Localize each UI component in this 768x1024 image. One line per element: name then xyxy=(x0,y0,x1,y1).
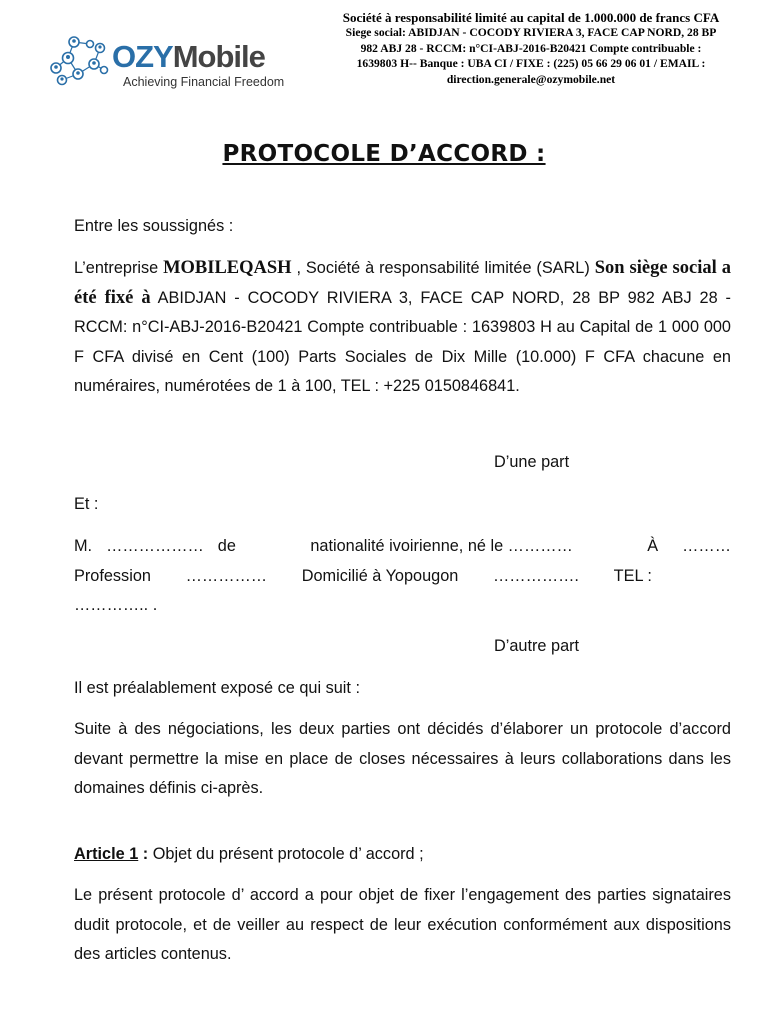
tel-blank: ………….. . xyxy=(74,596,158,614)
company-logo xyxy=(48,30,308,94)
article-1-title: Objet du présent protocole d’ accord ; xyxy=(148,845,424,863)
et-label: Et : xyxy=(74,495,99,513)
party-two-block xyxy=(74,532,731,621)
une-part-label: D’une part xyxy=(494,453,570,471)
article-1-colon: : xyxy=(138,845,149,863)
p1-details: ABIDJAN - COCODY RIVIERA 3, FACE CAP NORD, 28 BP 982 ABJ 28 - RCCM: n°CI-ABJ-2016-B20421 Compte contribuable : 1639803 H au Capital de 1 000 000 F CFA divisé en Cent (100) Parts Sociales de Dix Mille (10.000) F CFA chacune en numéraires, numérotées de 1 à 100, TEL : +225 0150846841. xyxy=(74,288,731,396)
header-line-1: Société à responsabilité limité au capital de 1.000.000 de francs CFA xyxy=(342,10,720,25)
logo-brand-mobile: Mobile xyxy=(172,39,265,74)
autre-part-label: D’autre part xyxy=(494,637,580,655)
header-line-5: direction.generale@ozymobile.net xyxy=(446,72,616,86)
header-line-4: 1639803 H-- Banque : UBA CI / FIXE : (225) 05 66 29 06 01 / EMAIL : xyxy=(356,57,706,70)
p1-prefix: L’entreprise xyxy=(74,259,164,277)
company-name: MOBILEQASH xyxy=(163,258,292,278)
domicile-label: Domicilié à Yopougon xyxy=(301,566,459,585)
domicile-blank: ……………. xyxy=(493,566,579,585)
company-header-info xyxy=(318,10,744,87)
party-two-name-blank: ……………… xyxy=(106,537,204,555)
article-1-label: Article 1 xyxy=(74,845,139,863)
party-two-civility: M. xyxy=(74,537,93,555)
logo-brand xyxy=(112,40,265,74)
header-line-3: 982 ABJ 28 - RCCM: n°CI-ABJ-2016-B20421 Compte contribuable : xyxy=(360,41,702,55)
profession-blank: …………… xyxy=(185,566,268,585)
intro-paragraph: Entre les soussignés : xyxy=(74,217,234,235)
header-line-2: Siege social: ABIDJAN - COCODY RIVIERA 3, FACE CAP NORD, 28 BP xyxy=(345,26,717,39)
network-people-icon xyxy=(48,30,112,90)
article-1-body: Le présent protocole d’ accord a pour objet de fixer l’engagement des parties signataires dudit protocole, et de veiller au respect de leur exécution conformément aux dispositions des articles contenus. xyxy=(74,886,731,963)
document-title: PROTOCOLE D’ACCORD : xyxy=(222,141,546,167)
party-two-de: de xyxy=(217,537,236,555)
party-two-place-blank: ……… xyxy=(682,537,731,555)
party-two-a: À xyxy=(647,537,659,555)
suite-paragraph: Suite à des négociations, les deux parties ont décidés d’élaborer un protocole d’accord devant permettre la mise en place de closes nécessaires à leurs collaborations dans les domaines définis ci-après. xyxy=(74,720,731,797)
company-paragraph xyxy=(74,254,731,402)
tel-label: TEL : xyxy=(613,566,652,585)
party-two-line-2 xyxy=(74,562,652,592)
logo-tagline: Achieving Financial Freedom xyxy=(123,75,285,89)
p1-seat-label: Son siège social a été fixé à xyxy=(74,258,731,308)
party-two-nationality: nationalité ivoirienne, né le ………… xyxy=(310,537,573,555)
profession-label: Profession xyxy=(74,566,151,585)
expose-paragraph: Il est préalablement exposé ce qui suit : xyxy=(74,679,360,697)
party-two-line-1 xyxy=(74,532,731,562)
article-1-heading xyxy=(74,840,731,870)
logo-brand-ozy: OZY xyxy=(112,39,173,74)
p1-legal-form: , Société à responsabilité limitée (SARL) xyxy=(291,259,595,277)
